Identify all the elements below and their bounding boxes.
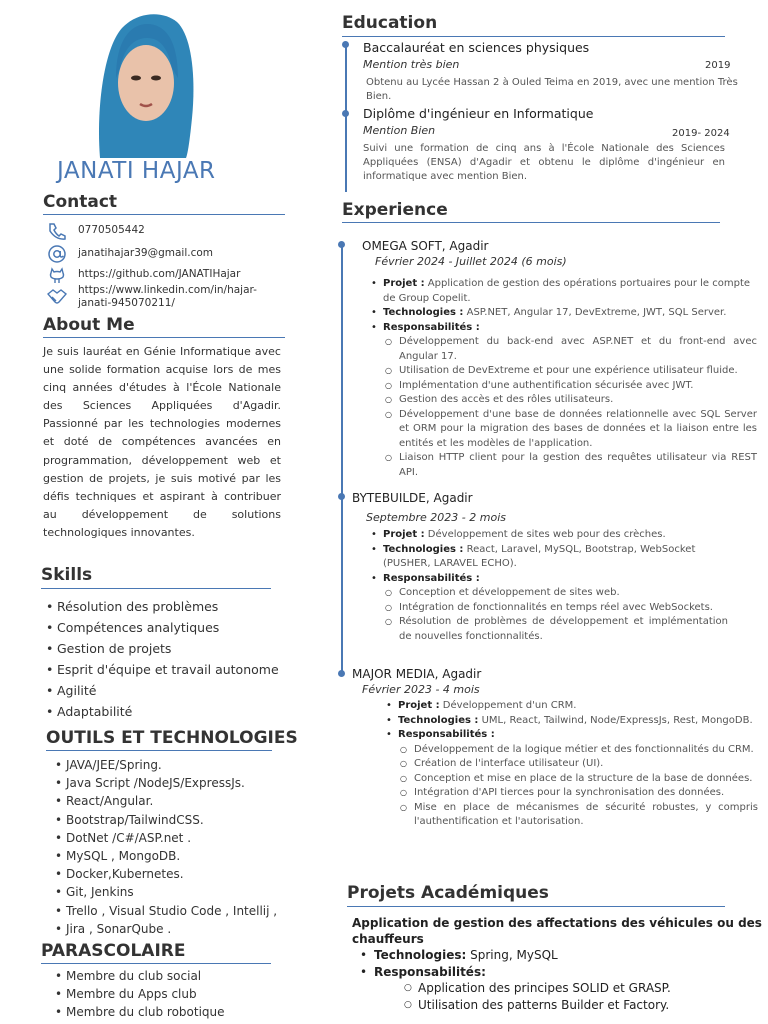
list-item: • React/Angular. bbox=[66, 792, 277, 810]
list-item: • JAVA/JEE/Spring. bbox=[66, 756, 277, 774]
list-item bbox=[369, 572, 728, 645]
skills-divider bbox=[41, 588, 271, 589]
parascolaire-heading: PARASCOLAIRE bbox=[41, 941, 186, 961]
tech-label: Technologies : bbox=[383, 543, 464, 555]
contact-divider bbox=[43, 214, 285, 215]
list-item: • Jira , SonarQube . bbox=[66, 920, 277, 938]
education-item-desc: Suivi une formation de cinq ans à l'École Nationale des Sciences Appliquées (ENSA) d'Agadir et obtenu le diplôme d'ingénieur en informatique avec mention Bien. bbox=[363, 143, 725, 182]
timeline-dot bbox=[342, 41, 349, 48]
list-item: ○ Implémentation d'une authentification sécurisée avec JWT. bbox=[383, 379, 757, 394]
parascolaire-list bbox=[66, 967, 225, 1021]
at-sign-icon bbox=[46, 244, 68, 264]
list-item bbox=[369, 543, 728, 572]
list-item bbox=[369, 321, 757, 481]
list-item: • Java Script /NodeJS/ExpressJs. bbox=[66, 774, 277, 792]
list-item: • Membre du club robotique bbox=[66, 1003, 225, 1021]
experience-company: OMEGA SOFT, Agadir bbox=[362, 239, 489, 253]
projet-label: Projet : bbox=[383, 529, 425, 540]
list-item: • Membre du club social bbox=[66, 967, 225, 985]
list-item: ○ Résolution de problèmes de développement et implémentation de nouvelles fonctionnalités. bbox=[383, 615, 728, 644]
timeline-dot bbox=[338, 241, 345, 248]
profile-photo bbox=[92, 8, 198, 158]
list-item: ○ Gestion des accès et des rôles utilisateurs. bbox=[383, 393, 757, 408]
project-tech-text: Spring, MySQL bbox=[466, 948, 558, 962]
experience-heading: Experience bbox=[342, 200, 448, 220]
linkedin-line-2: janati-945070211/ bbox=[78, 297, 175, 309]
project-resp-label: Responsabilités: bbox=[374, 964, 486, 979]
education-item-mention: Mention Bien bbox=[363, 124, 436, 137]
list-item bbox=[369, 528, 728, 543]
projet-text: Développement de sites web pour des crèches. bbox=[427, 529, 666, 540]
experience-company: BYTEBUILDE, Agadir bbox=[352, 491, 473, 505]
list-item bbox=[352, 947, 764, 964]
list-item bbox=[384, 699, 758, 714]
github-icon bbox=[46, 265, 68, 285]
timeline-dot bbox=[342, 110, 349, 117]
projet-label: Projet : bbox=[383, 278, 425, 289]
experience-date: Février 2024 - Juillet 2024 (6 mois) bbox=[375, 255, 567, 268]
list-item: ○ Conception et développement de sites web. bbox=[383, 586, 728, 601]
resp-label: Responsabilités : bbox=[383, 572, 480, 584]
projet-text: Application de gestion des opérations portuaires pour le compte de Group Copelit. bbox=[383, 278, 751, 304]
education-item-title: Baccalauréat en sciences physiques bbox=[363, 40, 590, 55]
list-item: ○ Intégration d'API tierces pour la synchronisation des données. bbox=[398, 786, 758, 801]
experience-company: MAJOR MEDIA, Agadir bbox=[352, 667, 482, 681]
project-title: Application de gestion des affectations des véhicules ou des chauffeurs bbox=[352, 916, 762, 946]
list-item: ○ Utilisation de DevExtreme et pour une expérience utilisateur fluide. bbox=[383, 364, 757, 379]
experience-details bbox=[384, 699, 758, 830]
resp-label: Responsabilités : bbox=[383, 321, 480, 333]
tech-label: Technologies : bbox=[398, 714, 479, 726]
tech-text: React, Laravel, MySQL, Bootstrap, WebSocket (PUSHER, LARAVEL ECHO). bbox=[383, 543, 696, 569]
list-item: • Gestion de projets bbox=[57, 638, 279, 659]
tech-text: ASP.NET, Angular 17, DevExtreme, JWT, SQL Server. bbox=[466, 307, 727, 318]
contact-heading: Contact bbox=[43, 192, 118, 212]
education-item-title: Diplôme d'ingénieur en Informatique bbox=[363, 106, 594, 121]
profile-name: JANATI HAJAR bbox=[57, 158, 216, 184]
projet-text: Développement d'un CRM. bbox=[442, 700, 577, 711]
list-item: ○ Création de l'interface utilisateur (UI). bbox=[398, 757, 758, 772]
list-item: • MySQL , MongoDB. bbox=[66, 847, 277, 865]
parascolaire-divider bbox=[41, 963, 271, 964]
list-item: ○ Mise en place de mécanismes de sécurité robustes, y compris l'authentification et l'autorisation. bbox=[398, 801, 758, 830]
list-item bbox=[352, 964, 764, 1014]
experience-timeline bbox=[341, 244, 343, 676]
list-item: • Résolution des problèmes bbox=[57, 596, 279, 617]
list-item: ○ Application des principes SOLID et GRASP. bbox=[374, 980, 764, 997]
experience-details bbox=[369, 528, 728, 644]
list-item: • Trello , Visual Studio Code , Intellij , bbox=[66, 902, 277, 920]
list-item: • Git, Jenkins bbox=[66, 883, 277, 901]
tools-divider bbox=[46, 750, 272, 751]
about-text: Je suis lauréat en Génie Informatique avec une solide formation acquise lors de mes cinq années d'études à l'École Nationale des Sciences Appliquées d'Agadir. Passionné par les technologies modernes et doté de compétences avancées en programmation, développement web et gestion de projets, je suis motivé par les défis techniques et aspirant à contribuer au développement de solutions technologiques innovantes. bbox=[43, 345, 281, 539]
list-item: ○ Développement du back-end avec ASP.NET et du front-end avec Angular 17. bbox=[383, 335, 757, 364]
experience-details bbox=[369, 277, 757, 480]
linkedin-line-1: https://www.linkedin.com/in/hajar- bbox=[78, 284, 257, 296]
linkedin-text[interactable] bbox=[78, 284, 257, 310]
list-item bbox=[369, 306, 757, 321]
projects-heading: Projets Académiques bbox=[347, 883, 549, 903]
list-item bbox=[384, 728, 758, 830]
education-item-desc: Obtenu au Lycée Hassan 2 à Ouled Teima en 2019, avec une mention Très Bien. bbox=[366, 77, 738, 102]
list-item bbox=[384, 714, 758, 729]
about-divider bbox=[43, 337, 285, 338]
experience-date: Septembre 2023 - 2 mois bbox=[366, 511, 506, 524]
education-item-year: 2019- 2024 bbox=[672, 128, 730, 139]
list-item: ○ Intégration de fonctionnalités en temps réel avec WebSockets. bbox=[383, 601, 728, 616]
list-item: • Docker,Kubernetes. bbox=[66, 865, 277, 883]
list-item: • Bootstrap/TailwindCSS. bbox=[66, 811, 277, 829]
experience-divider bbox=[342, 222, 720, 223]
resp-label: Responsabilités : bbox=[398, 729, 495, 740]
education-timeline bbox=[345, 44, 347, 192]
tools-heading: OUTILS ET TECHNOLOGIES bbox=[46, 728, 298, 748]
tech-label: Technologies : bbox=[383, 307, 464, 318]
education-heading: Education bbox=[342, 13, 438, 33]
phone-icon bbox=[46, 221, 68, 241]
tech-text: UML, React, Tailwind, Node/ExpressJs, Rest, MongoDB. bbox=[481, 714, 753, 726]
email-text[interactable]: janatihajar39@gmail.com bbox=[78, 247, 214, 259]
skills-list bbox=[57, 596, 279, 722]
education-item-mention: Mention très bien bbox=[363, 58, 460, 71]
list-item: • Esprit d'équipe et travail autonome bbox=[57, 659, 279, 680]
list-item: • Agilité bbox=[57, 680, 279, 701]
list-item: ○ Conception et mise en place de la structure de la base de données. bbox=[398, 772, 758, 787]
github-text[interactable]: https://github.com/JANATIHajar bbox=[78, 268, 241, 280]
list-item: • Membre du Apps club bbox=[66, 985, 225, 1003]
handshake-icon bbox=[46, 284, 68, 310]
skills-heading: Skills bbox=[41, 565, 93, 585]
projet-label: Projet : bbox=[398, 700, 440, 711]
timeline-dot bbox=[338, 493, 345, 500]
list-item: ○ Développement de la logique métier et des fonctionnalités du CRM. bbox=[398, 743, 758, 758]
list-item: • Compétences analytiques bbox=[57, 617, 279, 638]
list-item: ○ Utilisation des patterns Builder et Factory. bbox=[374, 997, 764, 1014]
project-details bbox=[352, 947, 764, 1013]
list-item: • Adaptabilité bbox=[57, 701, 279, 722]
education-divider bbox=[342, 36, 725, 37]
phone-text[interactable]: 0770505442 bbox=[78, 224, 145, 236]
experience-date: Février 2023 - 4 mois bbox=[362, 683, 480, 696]
projects-divider bbox=[347, 906, 725, 907]
list-item bbox=[369, 277, 757, 306]
about-heading: About Me bbox=[43, 315, 135, 335]
list-item: ○ Développement d'une base de données relationnelle avec SQL Server et ORM pour la migration des bases de données et la liaison entre les entités et les modèles de l'application. bbox=[383, 408, 757, 452]
list-item: ○ Liaison HTTP client pour la gestion des requêtes utilisateur via REST API. bbox=[383, 451, 757, 480]
education-item-year: 2019 bbox=[705, 60, 731, 71]
timeline-dot bbox=[338, 670, 345, 677]
project-tech-label: Technologies: bbox=[374, 948, 467, 962]
list-item: • DotNet /C#/ASP.net . bbox=[66, 829, 277, 847]
tools-list bbox=[66, 756, 277, 938]
